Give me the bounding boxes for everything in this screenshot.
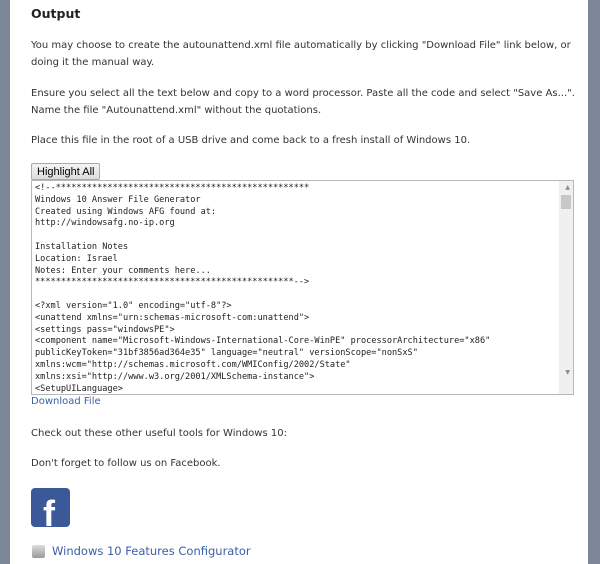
facebook-text: Don't forget to follow us on Facebook. bbox=[31, 458, 221, 469]
instructions-paragraph: Ensure you select all the text below and copy to a word processor. Paste all the code and select "Save As...". Name the file "Autounattend.xml" without the quotations. bbox=[31, 88, 575, 116]
answer-file-textarea[interactable] bbox=[31, 180, 574, 395]
section-heading: Output bbox=[31, 6, 81, 21]
features-configurator-icon bbox=[32, 545, 45, 558]
content-panel bbox=[10, 0, 588, 564]
scroll-up-icon[interactable]: ▲ bbox=[565, 184, 570, 191]
intro-paragraph: You may choose to create the autounattend.xml file automatically by clicking "Download File" link below, or doing it the manual way. bbox=[31, 40, 571, 68]
facebook-logo-letter: f bbox=[43, 493, 55, 527]
scroll-thumb[interactable] bbox=[561, 195, 571, 209]
download-file-link[interactable]: Download File bbox=[31, 396, 101, 407]
usb-paragraph: Place this file in the root of a USB drive and come back to a fresh install of Windows 10. bbox=[31, 135, 471, 146]
scrollbar[interactable] bbox=[559, 181, 573, 394]
highlight-all-button[interactable]: Highlight All bbox=[31, 163, 100, 180]
features-configurator-link[interactable]: Windows 10 Features Configurator bbox=[52, 544, 251, 558]
answer-file-code[interactable]: <!--************************************************* Windows 10 Answer File Generator Created using Windows AFG found at: http://windowsafg.no-ip.org Installation Notes Location: Israel Notes: Enter your comments here... **************************************************--> <?xml version="1.0" encoding="utf-8"?> <unattend xmlns="urn:schemas-microsoft-com:unattend"> <settings pass="windowsPE"> <component name="Microsoft-Windows-International-Core-WinPE" processorArchitecture="x86" publicKeyToken="31bf3856ad364e35" language="neutral" versionScope="nonSxS" xmlns:wcm="http://schemas.microsoft.com/WMIConfig/2002/State" xmlns:xsi="http://www.w3.org/2001/XMLSchema-instance"> <SetupUILanguage> bbox=[35, 183, 491, 394]
facebook-icon[interactable] bbox=[31, 488, 70, 527]
tools-text: Check out these other useful tools for Windows 10: bbox=[31, 428, 287, 439]
scroll-down-icon[interactable]: ▼ bbox=[565, 369, 570, 376]
